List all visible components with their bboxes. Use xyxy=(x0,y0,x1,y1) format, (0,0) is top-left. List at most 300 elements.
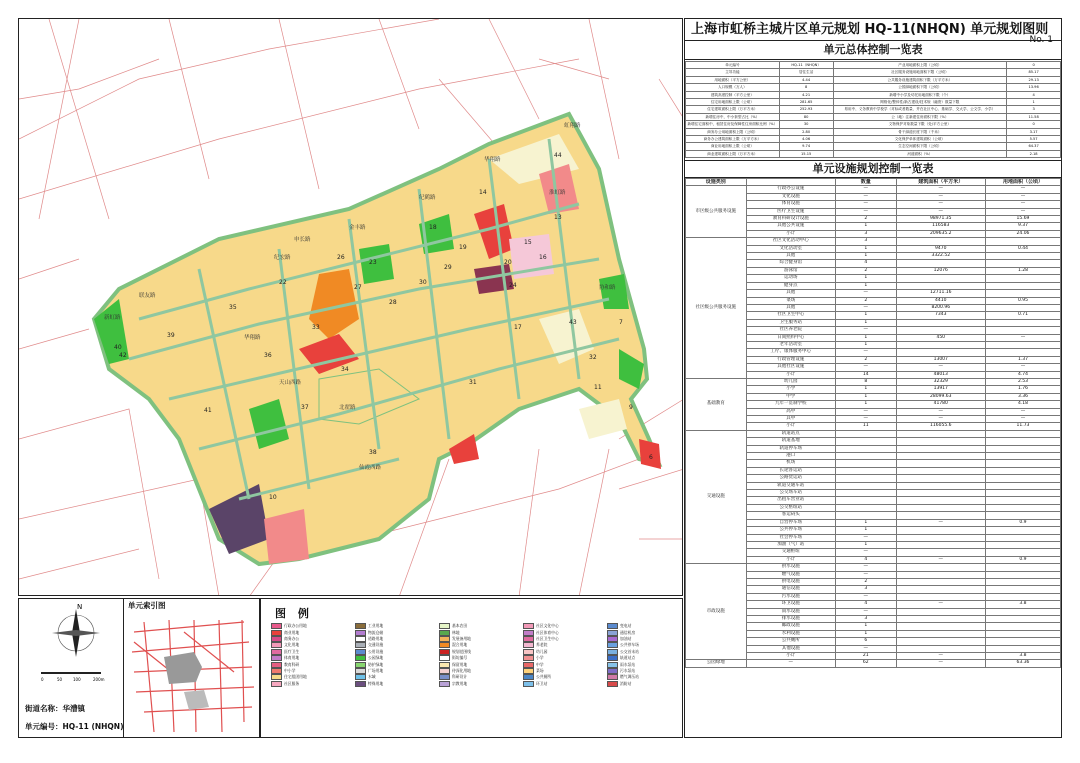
legend-label: 公用设施 xyxy=(368,648,384,654)
legend-item xyxy=(355,636,383,642)
table-header-cell xyxy=(746,179,835,186)
legend-swatch xyxy=(523,662,534,668)
scale-label: 50 xyxy=(57,677,63,682)
table-cell: 4.21 xyxy=(779,91,833,98)
block-label: 15 xyxy=(524,239,532,246)
table-cell: 长途客运站 xyxy=(746,467,835,474)
legend-label: 教育科研 xyxy=(284,661,300,667)
table-row xyxy=(686,564,1061,571)
table-cell: 网格化/整体性/新古建设/技术规（融资）数量下限 xyxy=(833,99,1007,106)
legend-label: 养老院 xyxy=(536,642,548,648)
table-cell xyxy=(835,482,896,489)
street-name: 街道名称：华漕镇 xyxy=(25,704,85,713)
north-label: N xyxy=(77,603,83,611)
unit-code: 单元编号：HQ-11 (NHQN) xyxy=(25,722,124,731)
block-label: 33 xyxy=(312,324,320,331)
control-tables-panel xyxy=(684,18,1062,738)
table-cell: 其他 xyxy=(746,290,835,297)
table-cell: 3 xyxy=(835,586,896,593)
table-cell: — xyxy=(835,364,896,371)
table-cell xyxy=(835,467,896,474)
table-cell: 2.80 xyxy=(779,128,833,135)
table-cell: 游泳馆 xyxy=(746,267,835,274)
table-cell: 3 xyxy=(835,615,896,622)
legend-label: 中学 xyxy=(536,661,544,667)
legend-label: 加油站 xyxy=(620,635,632,641)
table-cell: — xyxy=(835,416,896,423)
table-cell xyxy=(896,615,985,622)
section1-title: 单元总体控制一览表 xyxy=(685,41,1061,60)
table-cell: HQ-11（NHQN） xyxy=(779,62,833,69)
table-cell: 0 xyxy=(1007,121,1061,128)
total-row xyxy=(686,660,1061,667)
table-cell: 其他设施 xyxy=(746,645,835,652)
legend-title: 图 例 xyxy=(275,607,313,620)
road-label: 华翔路 xyxy=(484,157,501,163)
table-cell: 卫生服务站 xyxy=(746,319,835,326)
table-cell: 小学 xyxy=(746,386,835,393)
table-cell xyxy=(985,482,1060,489)
road-label: 北翟路 xyxy=(339,405,356,411)
block-label: 28 xyxy=(389,299,397,306)
table-cell xyxy=(835,460,896,467)
table-cell: 4410 xyxy=(896,297,985,304)
table-cell xyxy=(896,512,985,519)
block-label: 6 xyxy=(649,454,653,461)
table-cell: — xyxy=(896,519,985,526)
legend-swatch xyxy=(523,681,534,687)
table-cell: 4 xyxy=(835,260,896,267)
table-cell xyxy=(985,578,1060,585)
table-cell: — xyxy=(896,201,985,208)
table-cell xyxy=(985,608,1060,615)
table-cell xyxy=(896,438,985,445)
table-cell: 小计 xyxy=(746,653,835,660)
table-cell: — xyxy=(835,608,896,615)
legend-label: 中小学 xyxy=(284,667,296,673)
table-cell xyxy=(985,504,1060,511)
table-cell xyxy=(985,630,1060,637)
table-cell: 邮政设施 xyxy=(746,623,835,630)
block-label: 29 xyxy=(444,264,452,271)
table-cell: 综合健身馆 xyxy=(746,260,835,267)
block-label: 37 xyxy=(301,404,309,411)
table-cell: 1 xyxy=(835,245,896,252)
table-cell: 公园绿地面积下限（公顷） xyxy=(833,84,1007,91)
table-cell xyxy=(985,253,1060,260)
table-cell xyxy=(896,453,985,460)
legend-swatch xyxy=(271,623,282,629)
table-cell: 菜场 xyxy=(746,297,835,304)
table-cell: 文物保护对象数量下限（处/平方公里） xyxy=(833,121,1007,128)
legend-swatch xyxy=(355,636,366,642)
block-label: 22 xyxy=(279,279,287,286)
table-cell: 7343 xyxy=(896,312,985,319)
table-cell: — xyxy=(896,416,985,423)
legend-label: 住宅组团用地 xyxy=(284,674,307,680)
legend-label: 菜场 xyxy=(536,667,544,673)
block-label: 9 xyxy=(629,404,633,411)
table-cell: 1 xyxy=(835,401,896,408)
table-cell xyxy=(985,586,1060,593)
legend-label: 道路用地 xyxy=(368,635,384,641)
block-label: 32 xyxy=(589,354,597,361)
legend-label: 公共停车场 xyxy=(620,642,639,648)
table-cell xyxy=(896,638,985,645)
table-row xyxy=(686,143,1061,150)
legend-swatch xyxy=(439,662,450,668)
table-cell xyxy=(985,304,1060,311)
table-cell xyxy=(896,593,985,600)
legend-label: 科研设计 xyxy=(452,674,468,680)
table-cell: — xyxy=(835,408,896,415)
legend-item xyxy=(439,623,471,629)
legend-label: 环卫站 xyxy=(536,680,548,686)
legend-item xyxy=(439,642,471,648)
table-cell: 9.37 xyxy=(985,223,1060,230)
table-row xyxy=(686,106,1061,113)
legend-item xyxy=(523,681,559,687)
legend-swatch xyxy=(271,674,282,680)
index-map-svg xyxy=(124,612,260,738)
legend-label: 公交首末站 xyxy=(620,648,639,654)
table-cell: 13.96 xyxy=(1007,84,1061,91)
road-label: 仙霞西路 xyxy=(359,465,382,471)
block-label: 26 xyxy=(337,254,345,261)
legend-item xyxy=(355,642,383,648)
table-cell: 轨道站点 xyxy=(746,430,835,437)
block-label: 31 xyxy=(469,379,477,386)
table-cell: — xyxy=(835,593,896,600)
table-cell xyxy=(896,578,985,585)
table-cell xyxy=(896,645,985,652)
table-cell: 2 xyxy=(835,578,896,585)
block-label: 7 xyxy=(619,319,623,326)
table-cell: 64.37 xyxy=(1007,143,1061,150)
legend-label: 宗教用地 xyxy=(452,680,468,686)
table-cell xyxy=(835,445,896,452)
table-cell xyxy=(896,460,985,467)
table-cell: 健身点 xyxy=(746,282,835,289)
table-cell: 0.95 xyxy=(985,297,1060,304)
legend-swatch xyxy=(355,649,366,655)
table-cell: 行政管理设施 xyxy=(746,356,835,363)
table-cell: 281.65 xyxy=(779,99,833,106)
table-cell xyxy=(896,319,985,326)
table-cell: 工疗、康体服务中心 xyxy=(746,349,835,356)
table-cell xyxy=(985,430,1060,437)
legend-item xyxy=(607,655,639,661)
legend-label: 水域 xyxy=(368,674,376,680)
table-cell xyxy=(896,564,985,571)
table-cell: 450 xyxy=(896,334,985,341)
legend-label: 公园绿地 xyxy=(368,655,384,661)
table-header-cell: 用地面积（公顷） xyxy=(985,179,1060,186)
block-label: 24 xyxy=(509,282,517,289)
legend-swatch xyxy=(439,668,450,674)
legend-label: 变电站 xyxy=(620,623,632,629)
table-cell: 公交场车站 xyxy=(746,490,835,497)
table-cell: 5.57 xyxy=(1007,136,1061,143)
table-cell: 3.36 xyxy=(985,393,1060,400)
legend-label: 商业用地 xyxy=(284,629,300,635)
table-cell: — xyxy=(985,208,1060,215)
legend-swatch xyxy=(271,668,282,674)
table-cell: 62 xyxy=(835,660,896,667)
block-label: 44 xyxy=(554,152,562,159)
table-cell: 建筑高度控制（平方公里） xyxy=(686,91,780,98)
north-arrow xyxy=(21,603,121,693)
index-map xyxy=(123,599,260,737)
legend-swatch xyxy=(523,674,534,680)
table-row xyxy=(686,378,1061,385)
legend-swatch xyxy=(523,630,534,636)
block-label: 36 xyxy=(264,352,272,359)
group-cell: 交通设施 xyxy=(686,430,747,563)
road-label: 协和路 xyxy=(599,285,616,291)
table-cell: 9470 xyxy=(896,245,985,252)
legend-swatch xyxy=(439,674,450,680)
legend-item xyxy=(607,642,639,648)
table-cell xyxy=(985,475,1060,482)
table-cell: 2.18 xyxy=(1007,150,1061,157)
legend-label: 雨水泵站 xyxy=(620,661,636,667)
table-cell: 2 xyxy=(835,297,896,304)
table-cell: — xyxy=(746,660,835,667)
table-cell xyxy=(896,504,985,511)
land-use-map[interactable] xyxy=(18,18,683,596)
block-label: 41 xyxy=(204,407,212,414)
legend-swatch xyxy=(355,674,366,680)
table-cell: — xyxy=(835,571,896,578)
table-cell: 易用中、义务教育中学校学（对标或者数量、并在社区中心、基础学、交大学、公文学、小学） xyxy=(833,106,1007,113)
table-row xyxy=(686,136,1061,143)
table-cell: 小计 xyxy=(746,230,835,237)
legend-swatch xyxy=(355,642,366,648)
legend-label: 文化用地 xyxy=(284,642,300,648)
table-cell: 1 xyxy=(835,282,896,289)
legend-label: 社区卫生中心 xyxy=(536,635,559,641)
table-cell xyxy=(985,615,1060,622)
page-title xyxy=(685,19,1061,45)
table-cell: 小计 xyxy=(746,556,835,563)
table-cell: — xyxy=(835,193,896,200)
road-label: 纪鹤路 xyxy=(419,195,436,201)
table-cell: 轨道停车场 xyxy=(746,445,835,452)
table-cell xyxy=(896,260,985,267)
table-cell: 雨水设施 xyxy=(746,608,835,615)
table-cell: 小计 xyxy=(746,423,835,430)
table-cell: 12711.16 xyxy=(896,290,985,297)
table-cell: 1 xyxy=(835,623,896,630)
table-cell: 11.73 xyxy=(985,423,1060,430)
table-cell: — xyxy=(835,349,896,356)
legend-label: 通信机房 xyxy=(620,629,636,635)
table-cell xyxy=(835,497,896,504)
table-cell: 4 xyxy=(835,556,896,563)
table-cell: 1.28 xyxy=(985,267,1060,274)
table-cell: 社区文化活动中心 xyxy=(746,238,835,245)
legend-label: 燃气调压站 xyxy=(620,674,639,680)
table-cell: 其他 xyxy=(746,253,835,260)
legend-label: 发展备用地 xyxy=(452,635,471,641)
legend-item xyxy=(271,623,307,629)
legend-swatch xyxy=(607,681,618,687)
legend-label: 行政办公用地 xyxy=(284,623,307,629)
table-cell xyxy=(896,482,985,489)
table-cell: 公园绿地 xyxy=(686,660,747,667)
table-cell: 1 xyxy=(835,527,896,534)
table-cell xyxy=(835,490,896,497)
table-cell xyxy=(896,623,985,630)
table-cell: 用地面积（平方公里） xyxy=(686,76,780,83)
table-cell xyxy=(985,564,1060,571)
table-cell: 教育科研设计设施 xyxy=(746,216,835,223)
table-cell: 14 xyxy=(835,371,896,378)
legend-label: 基本农田 xyxy=(452,623,468,629)
block-label: 43 xyxy=(569,319,577,326)
table-cell: — xyxy=(985,408,1060,415)
table-cell: 商业用地面积上限（公顷） xyxy=(686,143,780,150)
table-cell xyxy=(896,571,985,578)
block-label: 11 xyxy=(594,384,602,391)
page-title-text: 上海市虹桥主城片区单元规划 HQ-11(NHQN) 单元规划图则 xyxy=(691,22,1049,37)
table-cell xyxy=(896,541,985,548)
table-cell xyxy=(985,290,1060,297)
table-cell: 商务办公用地面积上限（公顷） xyxy=(686,128,780,135)
legend-swatch xyxy=(607,674,618,680)
table-cell: — xyxy=(985,416,1060,423)
legend-column xyxy=(607,623,639,687)
table-row xyxy=(686,113,1061,120)
table-cell xyxy=(985,541,1060,548)
group-cell: 市区级公共服务设施 xyxy=(686,186,747,238)
table-cell: 11.58 xyxy=(1007,113,1061,120)
table-cell: 港口 xyxy=(746,453,835,460)
table-cell: 体育设施 xyxy=(746,201,835,208)
table-cell xyxy=(985,549,1060,556)
block-label: 40 xyxy=(114,344,122,351)
table-cell: 30 xyxy=(779,121,833,128)
table-cell: 4 xyxy=(835,601,896,608)
table-cell: 0.9 xyxy=(985,519,1060,526)
legend-item xyxy=(523,636,559,642)
legend-label: 公共厕所 xyxy=(536,674,552,680)
table-cell: 交通枢纽 xyxy=(746,549,835,556)
block-label: 39 xyxy=(167,332,175,339)
table-cell xyxy=(835,504,896,511)
table-cell: 环卫设施 xyxy=(746,601,835,608)
table-cell xyxy=(835,438,896,445)
block-label: 34 xyxy=(341,366,349,373)
legend-swatch xyxy=(439,655,450,661)
legend-label: 工业用地 xyxy=(368,623,384,629)
legend-item xyxy=(355,681,383,687)
table-cell xyxy=(985,349,1060,356)
table-cell: — xyxy=(896,193,985,200)
table-cell xyxy=(896,341,985,348)
table-cell xyxy=(896,467,985,474)
legend-item xyxy=(607,674,639,680)
north-and-info-panel xyxy=(18,598,260,738)
block-label: 23 xyxy=(369,259,377,266)
table-cell: 供水设施 xyxy=(746,564,835,571)
legend-column xyxy=(439,623,471,687)
legend-label: 广场用地 xyxy=(368,667,384,673)
table-cell: — xyxy=(835,208,896,215)
table-cell: 河道面积（%） xyxy=(833,150,1007,157)
table-cell: — xyxy=(985,201,1060,208)
facility-control-table xyxy=(685,178,1061,668)
table-cell: 11 xyxy=(835,423,896,430)
road-label: 淮虹路 xyxy=(549,190,566,196)
table-row xyxy=(686,128,1061,135)
table-cell: — xyxy=(835,290,896,297)
legend-label: 社区文化中心 xyxy=(536,623,559,629)
table-cell: 2 xyxy=(835,267,896,274)
table-cell xyxy=(985,534,1060,541)
table-cell: — xyxy=(835,327,896,334)
document-number: No. 1 xyxy=(1029,35,1053,45)
table-cell: 公交枢纽站 xyxy=(746,504,835,511)
table-cell xyxy=(835,512,896,519)
table-cell: 行政办公设施 xyxy=(746,186,835,193)
table-cell: 13917 xyxy=(896,386,985,393)
table-cell: 社区养老院 xyxy=(746,327,835,334)
legend-swatch xyxy=(355,655,366,661)
legend-label: 交通设施 xyxy=(368,642,384,648)
table-cell xyxy=(896,445,985,452)
legend-swatch xyxy=(523,655,534,661)
table-cell: 0 xyxy=(1007,62,1061,69)
table-cell: 48013 xyxy=(896,371,985,378)
table-cell: 15.15 xyxy=(779,150,833,157)
table-cell xyxy=(985,623,1060,630)
group-cell: 基础教育 xyxy=(686,378,747,430)
table-cell: 新增住房中，中小套型占比（%） xyxy=(686,113,780,120)
table-cell: 燃气设施 xyxy=(746,571,835,578)
table-cell: 污水设施 xyxy=(746,593,835,600)
table-cell: — xyxy=(835,549,896,556)
table-cell: 新增住宅面积中，租赁住房及保障性住房面积比例（%） xyxy=(686,121,780,128)
table-cell: 1 xyxy=(835,541,896,548)
legend-swatch xyxy=(607,642,618,648)
table-cell: 116583 xyxy=(896,223,985,230)
table-cell: 其他 xyxy=(746,304,835,311)
table-cell: 住宅用地面积上限（公顷） xyxy=(686,99,780,106)
table-cell: 28099.63 xyxy=(896,393,985,400)
road-label: 联友路 xyxy=(139,293,156,299)
legend-item xyxy=(439,655,471,661)
table-cell: 85.17 xyxy=(1007,69,1061,76)
legend-item xyxy=(607,661,639,667)
legend-swatch xyxy=(607,655,618,661)
legend-swatch xyxy=(439,630,450,636)
legend-item xyxy=(523,623,559,629)
table-cell: 13007 xyxy=(896,356,985,363)
table-cell: 商业建筑面积上限（万平方米） xyxy=(686,150,780,157)
table-cell xyxy=(835,475,896,482)
legend-item xyxy=(439,636,471,642)
legend-swatch xyxy=(355,623,366,629)
table-cell: 6 xyxy=(835,638,896,645)
table-row xyxy=(686,150,1061,157)
legend-item xyxy=(607,668,639,674)
table-cell: — xyxy=(896,408,985,415)
scale-label: 200m xyxy=(93,677,105,682)
table-cell: 产业用地面积上限（公顷） xyxy=(833,62,1007,69)
table-cell: — xyxy=(835,186,896,193)
